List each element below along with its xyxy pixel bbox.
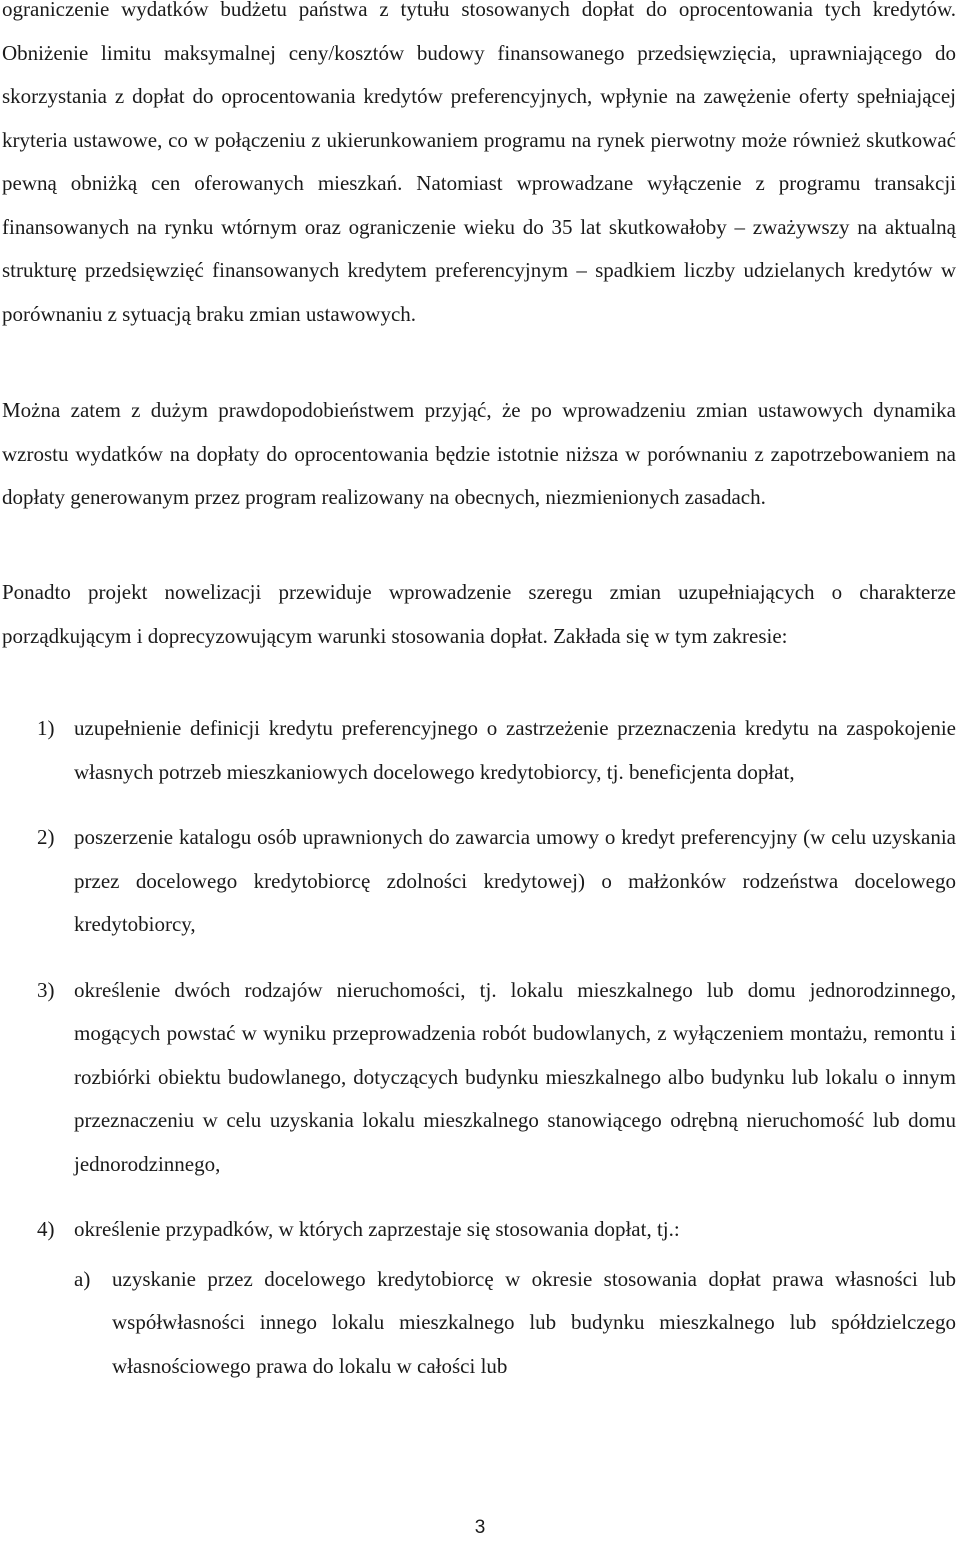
list-item [0, 969, 958, 1187]
list-item-number: 3) [37, 977, 55, 1002]
sub-list-item-letter: a) [74, 1266, 91, 1291]
sub-list-item [0, 1258, 958, 1389]
list-item-number: 1) [37, 716, 55, 740]
paragraph-supplementary-changes: Ponadto projekt nowelizacji przewiduje wprowadzenie szeregu zmian uzupełniających o charakterze porządkującym i doprecyzowującym warunki stosowania dopłat. Zakłada się w tym zakresie: [2, 580, 956, 648]
paragraph-budget-limits: ograniczenie wydatków budżetu państwa z tytułu stosowanych dopłat do oprocentowania tych kredytów. Obniżenie limitu maksymalnej ceny/kosztów budowy finansowanego przedsięwzięcia, uprawniającego do skorzystania z dopłat do oprocentowania kredytów preferencyjnych, wpłynie na zawężenie oferty spełniającej kryteria ustawowe, co w połączeniu z ukierunkowaniem programu na rynek pierwotny może również skutkować pewną obniżką cen oferowanych mieszkań. Natomiast wprowadzane wyłączenie z programu transakcji finansowanych na rynku wtórnym oraz ograniczenie wieku do 35 lat skutkowałoby – zważywszy na aktualną strukturę przedsięwzięć finansowanych kredytem preferencyjnym – spadkiem liczby udzielanych kredytów w porównaniu z sytuacją braku zmian ustawowych. [2, 0, 956, 326]
changes-list [0, 707, 958, 1388]
sub-list-item-text: uzyskanie przez docelowego kredytobiorcę w okresie stosowania dopłat prawa własności lub współwłasności innego lokalu mieszkalnego lub budynku mieszkalnego lub spółdzielczego własnościowego prawa do lokalu w całości lub [112, 1266, 956, 1378]
list-item-text: poszerzenie katalogu osób uprawnionych do zawarcia umowy o kredyt preferencyjny (w celu uzyskania przez docelowego kredytobiorcę zdolności kredytowej) o małżonków rodzeństwa docelowego kredytobiorcy, [74, 825, 956, 936]
page-number: 3 [474, 1517, 486, 1538]
paragraph-conclusion: Można zatem z dużym prawdopodobieństwem przyjąć, że po wprowadzeniu zmian ustawowych dynamika wzrostu wydatków na dopłaty do oprocentowania będzie istotnie niższa w porównaniu z zapotrzebowaniem na dopłaty generowanym przez program realizowany na obecnych, niezmienionych zasadach. [2, 398, 956, 509]
list-item-number: 4) [37, 1217, 55, 1241]
list-item-text: określenie przypadków, w których zaprzestaje się stosowania dopłat, tj.: [74, 1217, 680, 1241]
list-item [0, 816, 958, 947]
list-item [0, 707, 958, 794]
list-item-text: określenie dwóch rodzajów nieruchomości, tj. lokalu mieszkalnego lub domu jednorodzinnego, mogących powstać w wyniku przeprowadzenia robót budowlanych, z wyłączeniem montażu, remontu i rozbiórki obiektu budowlanego, dotyczących budynku mieszkalnego albo budynku lub lokalu o innym przeznaczeniu w celu uzyskania lokalu mieszkalnego stanowiącego odrębną nieruchomość lub domu jednorodzinnego, [74, 977, 956, 1176]
list-item-text: uzupełnienie definicji kredytu preferencyjnego o zastrzeżenie przeznaczenia kredytu na zaspokojenie własnych potrzeb mieszkaniowych docelowego kredytobiorcy, tj. beneficjenta dopłat, [74, 716, 956, 784]
list-item [0, 1208, 958, 1252]
list-item-number: 2) [37, 825, 55, 849]
